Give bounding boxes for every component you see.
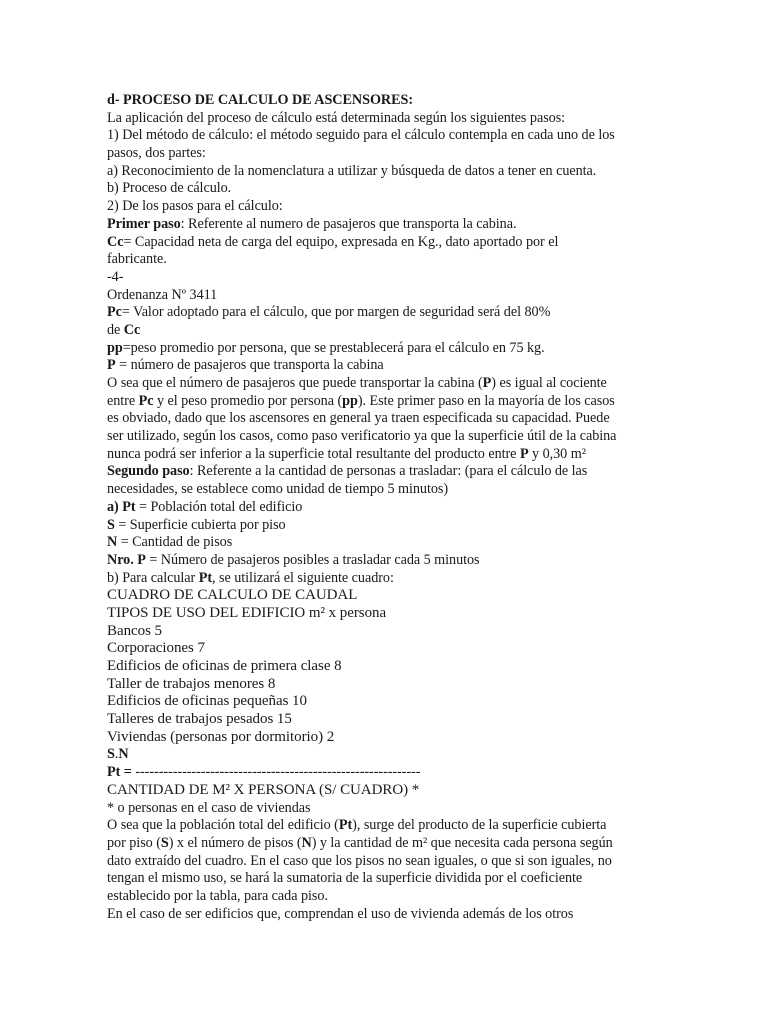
text-line bbox=[107, 764, 667, 782]
line-text: ser utilizado, según los casos, como paso verificatorio ya que la superficie útil de la cabina bbox=[107, 428, 617, 445]
line-text: En el caso de ser edificios que, comprendan el uso de vivienda además de los otros bbox=[107, 905, 574, 922]
line-text: fabricante. bbox=[107, 251, 167, 268]
text-line bbox=[107, 676, 667, 694]
text-line bbox=[107, 251, 667, 269]
text-line bbox=[107, 446, 667, 464]
line-text: : Referente al numero de pasajeros que transporta la cabina. bbox=[180, 215, 517, 232]
line-text: , se utilizará el siguiente cuadro: bbox=[212, 569, 394, 586]
line-text: = número de pasajeros que transporta la cabina bbox=[115, 357, 384, 374]
line-text: = Cantidad de pisos bbox=[117, 534, 233, 551]
text-line bbox=[107, 463, 667, 481]
text-line bbox=[107, 410, 667, 428]
text-line bbox=[107, 570, 667, 588]
text-line bbox=[107, 534, 667, 552]
line-text: = Población total del edificio bbox=[135, 498, 303, 515]
bold-term: Primer paso bbox=[107, 215, 181, 232]
text-line bbox=[107, 888, 667, 906]
line-text: La aplicación del proceso de cálculo está determinada según los siguientes pasos: bbox=[107, 109, 566, 126]
line-text: O sea que el número de pasajeros que puede transportar la cabina ( bbox=[107, 375, 483, 391]
text-line bbox=[107, 375, 667, 393]
text-line bbox=[107, 552, 667, 570]
line-text: Talleres de trabajos pesados 15 bbox=[107, 711, 292, 728]
bold-term: Pt bbox=[338, 817, 353, 834]
text-line bbox=[107, 870, 667, 888]
line-text: de bbox=[107, 321, 124, 338]
text-line bbox=[107, 746, 667, 764]
text-line bbox=[107, 428, 667, 446]
line-text: necesidades, se establece como unidad de tiempo 5 minutos) bbox=[107, 481, 449, 498]
text-line bbox=[107, 304, 667, 322]
line-text: entre bbox=[107, 392, 139, 409]
bold-term: S bbox=[107, 516, 115, 533]
line-text: : Referente a la cantidad de personas a trasladar: (para el cálculo de las bbox=[189, 463, 588, 480]
document-lines bbox=[107, 110, 667, 924]
bold-term: Pt = bbox=[107, 764, 132, 781]
bold-term: Cc bbox=[123, 321, 141, 338]
line-text: tengan el mismo uso, se hará la sumatoria de la superficie dividida por el coeficiente bbox=[107, 870, 583, 887]
bold-term: Pc bbox=[138, 392, 154, 409]
line-text: . bbox=[114, 746, 119, 763]
document-title: d- PROCESO DE CALCULO DE ASCENSORES: bbox=[107, 92, 414, 108]
text-line bbox=[107, 481, 667, 499]
text-line bbox=[107, 605, 667, 623]
line-text: * o personas en el caso de viviendas bbox=[107, 799, 311, 816]
bold-term: N bbox=[301, 834, 312, 851]
line-text: ) y la cantidad de m² que necesita cada persona según bbox=[311, 834, 613, 851]
line-text: ) x el número de pisos ( bbox=[168, 834, 302, 851]
line-text: establecido por la tabla, para cada piso. bbox=[107, 887, 328, 904]
text-line bbox=[107, 234, 667, 252]
bold-term: pp bbox=[342, 392, 358, 409]
text-line bbox=[107, 711, 667, 729]
line-text: =peso promedio por persona, que se prestablecerá para el cálculo en 75 kg. bbox=[122, 339, 545, 356]
bold-term: Segundo paso bbox=[107, 463, 190, 480]
text-line bbox=[107, 658, 667, 676]
text-line bbox=[107, 817, 667, 835]
bold-term: Pt bbox=[198, 569, 213, 586]
line-text: = Valor adoptado para el cálculo, que por margen de seguridad será del 80% bbox=[121, 304, 551, 321]
line-text: Bancos 5 bbox=[107, 622, 163, 639]
document-body bbox=[107, 92, 667, 923]
line-text: b) Para calcular bbox=[107, 569, 199, 586]
bold-term: Pc bbox=[107, 304, 122, 321]
line-text: y 0,30 m² bbox=[528, 445, 586, 462]
bold-term: a) Pt bbox=[107, 498, 136, 515]
text-line bbox=[107, 216, 667, 234]
line-text: ) es igual al cociente bbox=[491, 375, 607, 391]
line-text: pasos, dos partes: bbox=[107, 145, 206, 162]
line-text: nunca podrá ser inferior a la superficie total resultante del producto entre bbox=[107, 445, 520, 462]
line-text: 1) Del método de cálculo: el método seguido para el cálculo contempla en cada uno de los bbox=[107, 127, 615, 144]
text-line bbox=[107, 853, 667, 871]
text-line bbox=[107, 906, 667, 924]
text-line bbox=[107, 693, 667, 711]
text-line bbox=[107, 782, 667, 800]
bold-term: N bbox=[107, 534, 118, 551]
line-text: es obviado, dado que los ascensores en general ya traen especificada su capacidad. Puede bbox=[107, 410, 610, 427]
text-line bbox=[107, 110, 667, 128]
text-line bbox=[107, 499, 667, 517]
line-text: = Número de pasajeros posibles a trasladar cada 5 minutos bbox=[145, 551, 480, 568]
line-text: 2) De los pasos para el cálculo: bbox=[107, 198, 283, 215]
line-text: Corporaciones 7 bbox=[107, 640, 205, 657]
line-text: = Superficie cubierta por piso bbox=[114, 516, 286, 533]
bold-term: Cc bbox=[107, 233, 124, 250]
text-line bbox=[107, 587, 667, 605]
bold-term: N bbox=[118, 746, 129, 763]
line-text: ). Este primer paso en la mayoría de los casos bbox=[357, 392, 615, 409]
bold-term: S bbox=[107, 746, 115, 763]
text-line bbox=[107, 393, 667, 411]
line-text: y el peso promedio por persona ( bbox=[153, 392, 343, 409]
text-line bbox=[107, 729, 667, 747]
line-text: Edificios de oficinas pequeñas 10 bbox=[107, 693, 307, 710]
text-line bbox=[107, 322, 667, 340]
bold-term: pp bbox=[107, 339, 123, 356]
text-line bbox=[107, 835, 667, 853]
text-line bbox=[107, 517, 667, 535]
bold-term: P bbox=[519, 445, 529, 462]
line-text: por piso ( bbox=[107, 834, 161, 851]
line-text: CANTIDAD DE M² X PERSONA (S/ CUADRO) * bbox=[107, 781, 420, 798]
text-line bbox=[107, 287, 667, 305]
line-text: TIPOS DE USO DEL EDIFICIO m² x persona bbox=[107, 604, 387, 621]
line-text: ------------------------------------------------------------- bbox=[131, 764, 421, 781]
text-line bbox=[107, 357, 667, 375]
bold-term: P bbox=[107, 357, 116, 374]
text-line bbox=[107, 640, 667, 658]
text-line bbox=[107, 800, 667, 818]
line-text: -4- bbox=[107, 268, 124, 285]
text-line bbox=[107, 127, 667, 145]
line-text: a) Reconocimiento de la nomenclatura a utilizar y búsqueda de datos a tener en cuenta. bbox=[107, 162, 597, 179]
text-line bbox=[107, 269, 667, 287]
line-text: Viviendas (personas por dormitorio) 2 bbox=[107, 728, 335, 745]
bold-term: Nro. P bbox=[107, 551, 146, 568]
text-line bbox=[107, 163, 667, 181]
line-text: Taller de trabajos menores 8 bbox=[107, 675, 276, 692]
line-text: O sea que la población total del edificio ( bbox=[107, 817, 339, 834]
text-line bbox=[107, 340, 667, 358]
bold-term: S bbox=[160, 834, 169, 851]
line-text: ), surge del producto de la superficie cubierta bbox=[352, 817, 607, 834]
line-text: dato extraído del cuadro. En el caso que los pisos no sean iguales, o que si son iguales, no bbox=[107, 852, 612, 869]
line-text: CUADRO DE CALCULO DE CAUDAL bbox=[107, 587, 358, 604]
text-line bbox=[107, 623, 667, 641]
line-text: b) Proceso de cálculo. bbox=[107, 180, 232, 197]
text-line bbox=[107, 198, 667, 216]
line-text: Ordenanza Nº 3411 bbox=[107, 286, 218, 303]
bold-term: P bbox=[482, 375, 492, 391]
line-text: = Capacidad neta de carga del equipo, expresada en Kg., dato aportado por el bbox=[123, 233, 559, 250]
line-text: Edificios de oficinas de primera clase 8 bbox=[107, 658, 342, 674]
text-line bbox=[107, 145, 667, 163]
text-line bbox=[107, 180, 667, 198]
